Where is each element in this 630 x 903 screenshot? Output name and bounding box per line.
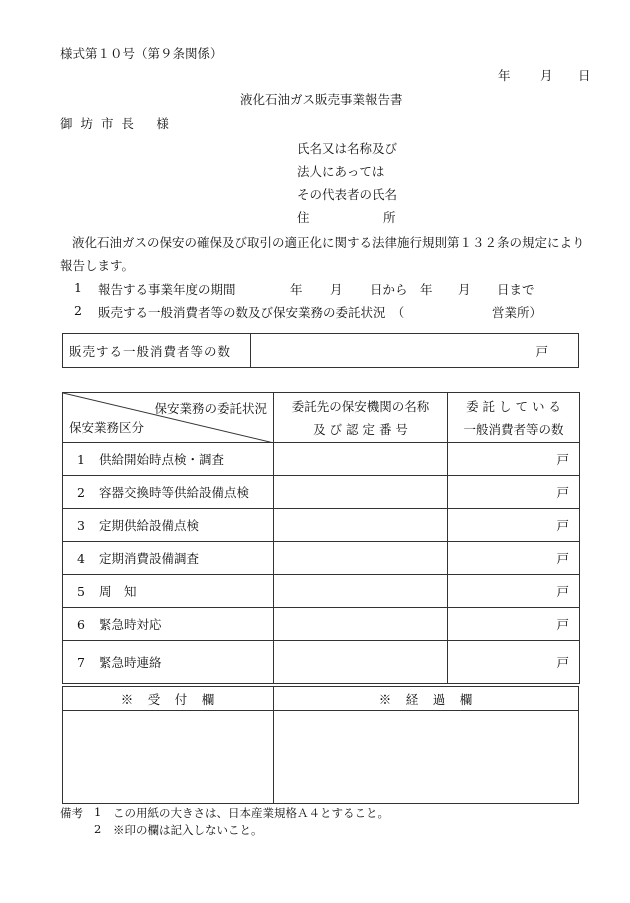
row-unit: 戸 <box>448 575 580 608</box>
table-row <box>63 476 580 509</box>
row-label-cell <box>63 542 274 575</box>
reception-header: ※ 受 付 欄 <box>63 687 274 711</box>
row-contractor-cell <box>274 509 448 542</box>
row-label-cell <box>63 476 274 509</box>
form-number: 様式第１０号（第９条関係） <box>60 46 223 61</box>
row-number: 4 <box>77 551 85 566</box>
header-col3-line2: 一般消費者等の数 <box>463 421 564 437</box>
row-number: 5 <box>77 584 85 599</box>
row-label: 供給開始時点検・調査 <box>99 452 225 467</box>
header-contractor-cell <box>274 393 448 443</box>
consumer-count-box <box>62 333 579 368</box>
header-col2-line1: 委託先の保安機関の名称 <box>291 398 430 414</box>
row-unit: 戸 <box>448 509 580 542</box>
header-diag-bottom: 保安業務区分 <box>69 420 145 435</box>
table-row <box>63 608 580 641</box>
applicant-line-3: その代表者の氏名 <box>297 187 398 202</box>
applicant-line-2: 法人にあっては <box>297 164 385 179</box>
row-label: 容器交換時等供給設備点検 <box>99 485 250 500</box>
item-2-number: 2 <box>74 303 82 318</box>
date-year-label: 年 <box>498 68 511 83</box>
row-unit: 戸 <box>448 542 580 575</box>
consumer-count-label: 販売する一般消費者等の数 <box>63 334 251 368</box>
row-label: 緊急時対応 <box>99 617 162 632</box>
item-2-label: 販売する一般消費者等の数及び保安業務の委託状況 （ <box>98 305 405 320</box>
item-1-day-to: 日まで <box>497 282 535 297</box>
row-unit: 戸 <box>448 443 580 476</box>
row-unit: 戸 <box>448 476 580 509</box>
row-label: 緊急時連絡 <box>99 655 162 670</box>
item-2-office: 営業所） <box>492 305 543 320</box>
reception-area <box>63 711 274 804</box>
body-text-line-1: 液化石油ガスの保安の確保及び取引の適正化に関する法律施行規則第１３２条の規定により <box>72 235 585 250</box>
row-number: 6 <box>77 617 85 632</box>
progress-area <box>274 711 579 804</box>
table-header-row <box>63 393 580 443</box>
applicant-line-1: 氏名又は名称及び <box>297 141 398 156</box>
date-day-label: 日 <box>578 68 591 83</box>
table-row <box>63 443 580 476</box>
body-text-line-2: 報告します。 <box>60 258 135 273</box>
office-use-table <box>62 686 579 804</box>
item-1-year-1: 年 <box>290 282 303 297</box>
table-row <box>63 575 580 608</box>
row-label-cell <box>63 608 274 641</box>
item-1-year-2: 年 <box>420 282 433 297</box>
table-row <box>63 509 580 542</box>
notes-label: 備考 <box>60 806 83 820</box>
row-label: 定期消費設備調査 <box>99 551 200 566</box>
header-col2-line2: 及 び 認 定 番 号 <box>313 421 408 437</box>
row-label-cell <box>63 443 274 476</box>
row-label: 定期供給設備点検 <box>99 518 200 533</box>
item-1-day-from: 日から <box>370 282 408 297</box>
row-contractor-cell <box>274 476 448 509</box>
row-contractor-cell <box>274 608 448 641</box>
header-count-cell <box>448 393 580 443</box>
progress-header: ※ 経 過 欄 <box>274 687 579 711</box>
diagonal-header-cell <box>63 393 274 443</box>
row-number: 3 <box>77 518 85 533</box>
address-label-2: 所 <box>383 210 396 225</box>
note-2-number: 2 <box>94 822 102 836</box>
row-number: 2 <box>77 485 85 500</box>
note-1-number: 1 <box>94 805 102 819</box>
table-row <box>63 542 580 575</box>
row-contractor-cell <box>274 542 448 575</box>
table-row <box>63 641 580 684</box>
row-contractor-cell <box>274 575 448 608</box>
row-contractor-cell <box>274 641 448 684</box>
row-number: 7 <box>77 655 85 670</box>
header-diag-top: 保安業務の委託状況 <box>154 401 267 416</box>
item-1-month-1: 月 <box>330 282 343 297</box>
consumer-count-unit: 戸 <box>251 334 579 368</box>
row-unit: 戸 <box>448 608 580 641</box>
note-2-text: ※印の欄は記入しないこと。 <box>113 823 263 837</box>
addressee: 御 坊 市 長 様 <box>60 116 171 131</box>
note-1-text: この用紙の大きさは、日本産業規格Ａ４とすること。 <box>113 806 389 820</box>
row-contractor-cell <box>274 443 448 476</box>
row-number: 1 <box>77 452 85 467</box>
document-title: 液化石油ガス販売事業報告書 <box>240 92 403 107</box>
row-label-cell <box>63 641 274 684</box>
row-label: 周 知 <box>99 584 137 599</box>
item-1-number: 1 <box>74 280 82 295</box>
date-month-label: 月 <box>540 68 553 83</box>
address-label-1: 住 <box>297 210 310 225</box>
row-label-cell <box>63 575 274 608</box>
item-1-month-2: 月 <box>458 282 471 297</box>
row-unit: 戸 <box>448 641 580 684</box>
security-work-table <box>62 392 580 684</box>
item-1-label: 報告する事業年度の期間 <box>98 282 236 297</box>
row-label-cell <box>63 509 274 542</box>
header-col3-line1: 委 託 し て い る <box>466 398 561 414</box>
